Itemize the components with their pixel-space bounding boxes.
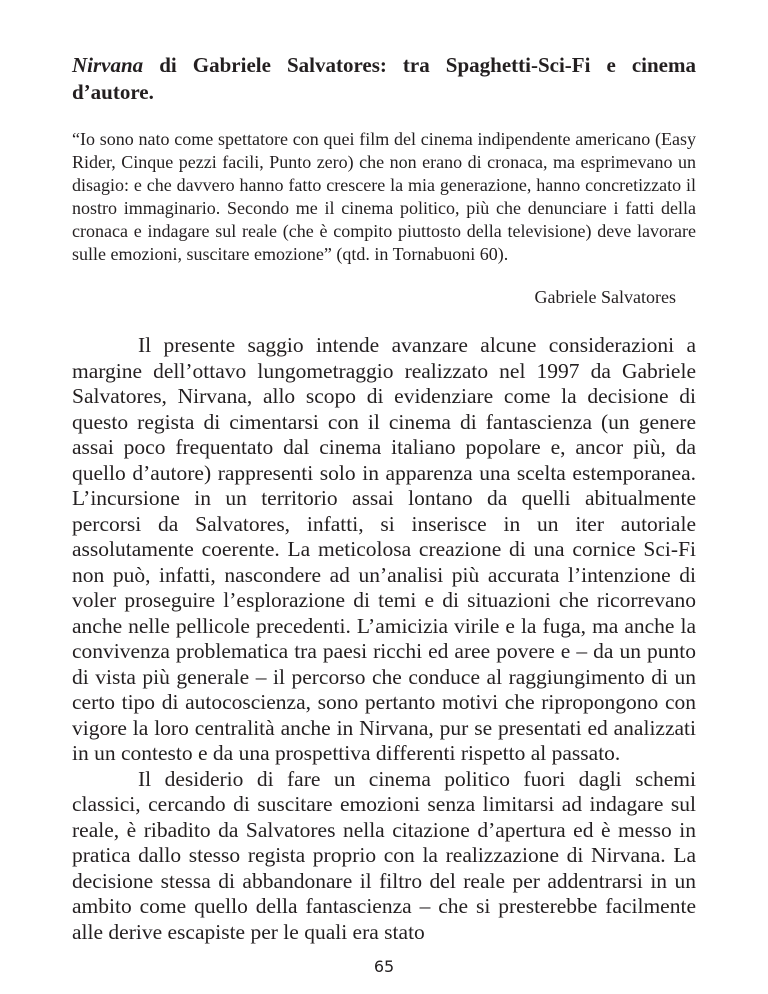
article-title bbox=[72, 52, 696, 106]
body-paragraph: Il presente saggio intende avanzare alcune considerazioni a margine dell’ottavo lungometraggio realizzato nel 1997 da Gabriele Salvatores, Nirvana, allo scopo di evidenziare come la decisione di questo regista di cimentarsi con il cinema di fantascienza (un genere assai poco frequentato dal cinema italiano popolare e, ancor più, da quello d’autore) rappresenti solo in apparenza una scelta estemporanea. L’incursione in un territorio assai lontano da quelli abitualmente percorsi da Salvatores, infatti, si inserisce in un iter autoriale assolutamente coerente. La meticolosa creazione di una cornice Sci-Fi non può, infatti, nascondere ad un’analisi più accurata l’intenzione di voler proseguire l’esplorazione di temi e di situazioni che ricorrevano anche nelle pellicole precedenti. L’amicizia virile e la fuga, ma anche la convivenza problematica tra paesi ricchi ed aree povere e – da un punto di vista più generale – il percorso che conduce al raggiungimento di un certo tipo di autocoscienza, sono pertanto motivi che ripropongono con vigore la loro centralità anche in Nirvana, pur se presentati ed analizzati in un contesto e da una prospettiva differenti rispetto al passato. bbox=[72, 333, 696, 765]
epigraph-attribution: Gabriele Salvatores bbox=[534, 287, 676, 307]
body-paragraph: Il desiderio di fare un cinema politico fuori dagli schemi classici, cercando di suscitare emozioni senza limitarsi ad indagare sul reale, è ribadito da Salvatores nella citazione d’apertura ed è messo in pratica dallo stesso regista proprio con la realizzazione di Nirvana. La decisione stessa di abbandonare il filtro del reale per addentrarsi in un ambito come quello della fantascienza – che si presterebbe facilmente alle derive escapiste per le quali era stato bbox=[72, 766, 696, 944]
article-body bbox=[72, 333, 696, 945]
title-film-name: Nirvana bbox=[72, 53, 144, 77]
title-text: di Gabriele Salvatores: tra Spaghetti-Sci-Fi e cinema d’autore. bbox=[72, 53, 696, 104]
document-page bbox=[72, 52, 696, 945]
epigraph-quote: “Io sono nato come spettatore con quei film del cinema indipendente americano (Easy Rider, Cinque pezzi facili, Punto zero) che non erano di cronaca, ma esprimevano un disagio: e che davvero hanno fatto crescere la mia generazione, hanno concretizzato il nostro immaginario. Secondo me il cinema politico, più che denunciare i fatti della cronaca e indagare sul reale (che è compito piuttosto della televisione) deve lavorare sulle emozioni, suscitare emozione” (qtd. in Tornabuoni 60). bbox=[72, 129, 696, 264]
page-number: 65 bbox=[373, 957, 395, 976]
